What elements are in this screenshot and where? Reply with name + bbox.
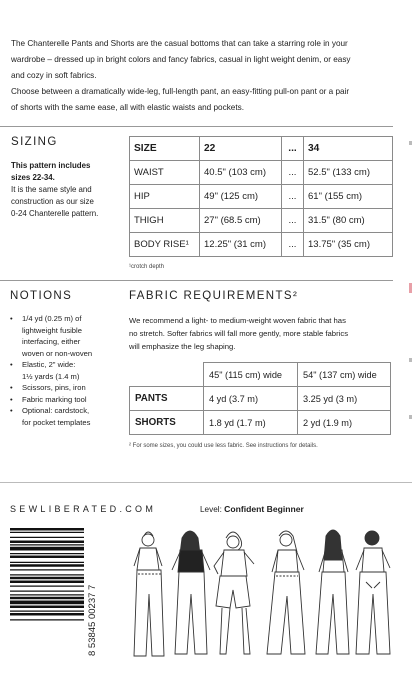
barcode-bar: [10, 577, 84, 580]
table-cell: 13.75" (35 cm): [304, 233, 393, 257]
figure-dark-top-pants: [172, 531, 210, 654]
empty-header-cell: [130, 363, 204, 387]
table-row: [130, 233, 393, 257]
barcode-bar: [10, 601, 84, 605]
model-illustrations: [128, 526, 394, 663]
table-cell: 61" (155 cm): [304, 185, 393, 209]
barcode-bar: [10, 613, 84, 616]
table-cell: 49" (125 cm): [200, 185, 282, 209]
table-row: [130, 387, 391, 411]
list-item: [10, 405, 122, 428]
row-label: THIGH: [130, 209, 200, 233]
row-label: HIP: [130, 185, 200, 209]
table-header-cell: ...: [282, 137, 304, 161]
skill-level-value: Confident Beginner: [224, 504, 304, 514]
table-cell: ...: [282, 233, 304, 257]
table-header-cell: 54" (137 cm) wide: [298, 363, 391, 387]
figure-wide-leg-pants: [134, 532, 164, 656]
sizes-included-line: sizes 22-34.: [11, 173, 55, 182]
sizing-note-line: 0-24 Chanterelle pattern.: [11, 209, 99, 218]
figure-shorts: [214, 532, 254, 654]
size-chart-header-row: [130, 137, 393, 161]
pattern-description: [11, 36, 403, 116]
list-item-line: 1½ yards (1.4 m): [22, 371, 80, 381]
sizing-notes: [11, 160, 119, 220]
barcode-bar: [10, 586, 84, 587]
sizing-heading: SIZING: [11, 136, 58, 148]
list-item: [10, 313, 122, 359]
barcode-bar: [10, 611, 84, 612]
barcode-bar: [10, 574, 84, 575]
table-header-cell: 34: [304, 137, 393, 161]
figure-long-hair-pants: [316, 530, 349, 654]
barcode-icon: [8, 524, 100, 660]
list-item: [10, 382, 122, 394]
barcode-bar: [10, 581, 84, 584]
barcode-bar: [10, 619, 84, 620]
barcode-bar: [10, 606, 84, 609]
list-item-line: lightweight fusible: [22, 325, 82, 335]
table-row: [130, 209, 393, 233]
table-cell: 27" (68.5 cm): [200, 209, 282, 233]
barcode-bar: [10, 528, 84, 531]
fabric-footnote: ² For some sizes, you could use less fabric. See instructions for details.: [129, 443, 318, 449]
fabric-recommendation-line: no stretch. Softer fabrics will fall more gently, more stable fabrics: [129, 329, 349, 338]
fabric-header-row: [130, 363, 391, 387]
barcode-bar: [10, 532, 84, 533]
size-chart-table: [129, 136, 393, 257]
row-label: SHORTS: [130, 411, 204, 435]
table-header-cell: SIZE: [130, 137, 200, 161]
table-row: [130, 411, 391, 435]
barcode-bar: [10, 556, 84, 559]
row-label: BODY RISE¹: [130, 233, 200, 257]
sizing-note-line: construction as our size: [11, 197, 94, 206]
barcode-bar: [10, 564, 84, 567]
fabric-requirements-heading: FABRIC REQUIREMENTS²: [129, 290, 299, 302]
description-line: of shorts with the same ease, all with elastic waists and pockets.: [11, 103, 244, 112]
divider: [0, 280, 393, 281]
fabric-recommendation-line: will emphasize the leg shaping.: [129, 342, 236, 351]
table-cell: 4 yd (3.7 m): [204, 387, 298, 411]
barcode-number: 8 53845 00237 7: [87, 584, 98, 656]
list-item-line: interfacing, either: [22, 337, 81, 346]
figure-back-view-pants: [356, 531, 390, 654]
description-line: wardrobe – dressed up in bright colors and fancy fabrics, casual in light weight denim, or easy: [11, 55, 351, 64]
list-item-line: woven or non-woven: [22, 348, 93, 358]
notions-heading: NOTIONS: [10, 290, 73, 302]
sizes-included-line: This pattern includes: [11, 161, 91, 170]
barcode-bar: [10, 547, 84, 551]
fabric-recommendation-line: We recommend a light- to medium-weight woven fabric that has: [129, 316, 346, 325]
skill-level-label: Level:: [200, 505, 222, 514]
barcode-bar: [10, 597, 84, 600]
sizing-note-line: It is the same style and: [11, 185, 92, 194]
list-item: [10, 394, 122, 406]
website-link[interactable]: SEWLIBERATED.COM: [10, 504, 157, 514]
table-cell: 2 yd (1.9 m): [298, 411, 391, 435]
list-item-line: • Optional: cardstock,: [22, 406, 90, 415]
table-cell: 52.5" (133 cm): [304, 161, 393, 185]
figure-tank-top-pants: [267, 531, 305, 654]
fabric-recommendation: [129, 314, 391, 353]
table-header-cell: 45" (115 cm) wide: [204, 363, 298, 387]
list-item-line: • Elastic, 2" wide:: [22, 360, 76, 369]
table-cell: ...: [282, 185, 304, 209]
barcode-bar: [10, 544, 84, 545]
list-item-line: • Fabric marking tool: [22, 394, 87, 404]
row-label: WAIST: [130, 161, 200, 185]
description-line: Choose between a dramatically wide-leg, full-length pant, an easy-fitting pull-on pant or a pair: [11, 87, 350, 96]
fabric-requirements-table: [129, 362, 391, 435]
list-item-line: • Scissors, pins, iron: [22, 383, 86, 392]
barcode-bar: [10, 594, 84, 595]
table-cell: 12.25" (31 cm): [200, 233, 282, 257]
table-row: [130, 185, 393, 209]
table-cell: 40.5" (103 cm): [200, 161, 282, 185]
table-cell: 31.5" (80 cm): [304, 209, 393, 233]
barcode-bar: [10, 591, 84, 592]
table-cell: 1.8 yd (1.7 m): [204, 411, 298, 435]
notions-list: [10, 313, 122, 428]
description-line: The Chanterelle Pants and Shorts are the casual bottoms that can take a starring role in your: [11, 39, 348, 48]
barcode-bar: [10, 562, 84, 563]
barcode-bar: [10, 569, 84, 570]
list-item-line: • 1/4 yd (0.25 m) of: [22, 314, 82, 323]
barcode-bar: [10, 553, 84, 554]
table-header-cell: 22: [200, 137, 282, 161]
divider: [0, 482, 412, 483]
list-item: [10, 359, 122, 382]
table-row: [130, 161, 393, 185]
divider: [0, 126, 393, 127]
table-cell: ...: [282, 209, 304, 233]
row-label: PANTS: [130, 387, 204, 411]
table-cell: ...: [282, 161, 304, 185]
table-cell: 3.25 yd (3 m): [298, 387, 391, 411]
skill-level: [200, 504, 304, 514]
description-line: and cozy in soft fabrics.: [11, 71, 97, 80]
crotch-depth-footnote: ¹crotch depth: [129, 264, 165, 270]
list-item-line: for pocket templates: [22, 417, 91, 427]
barcode-bar: [10, 541, 84, 544]
barcode-bar: [10, 537, 84, 538]
